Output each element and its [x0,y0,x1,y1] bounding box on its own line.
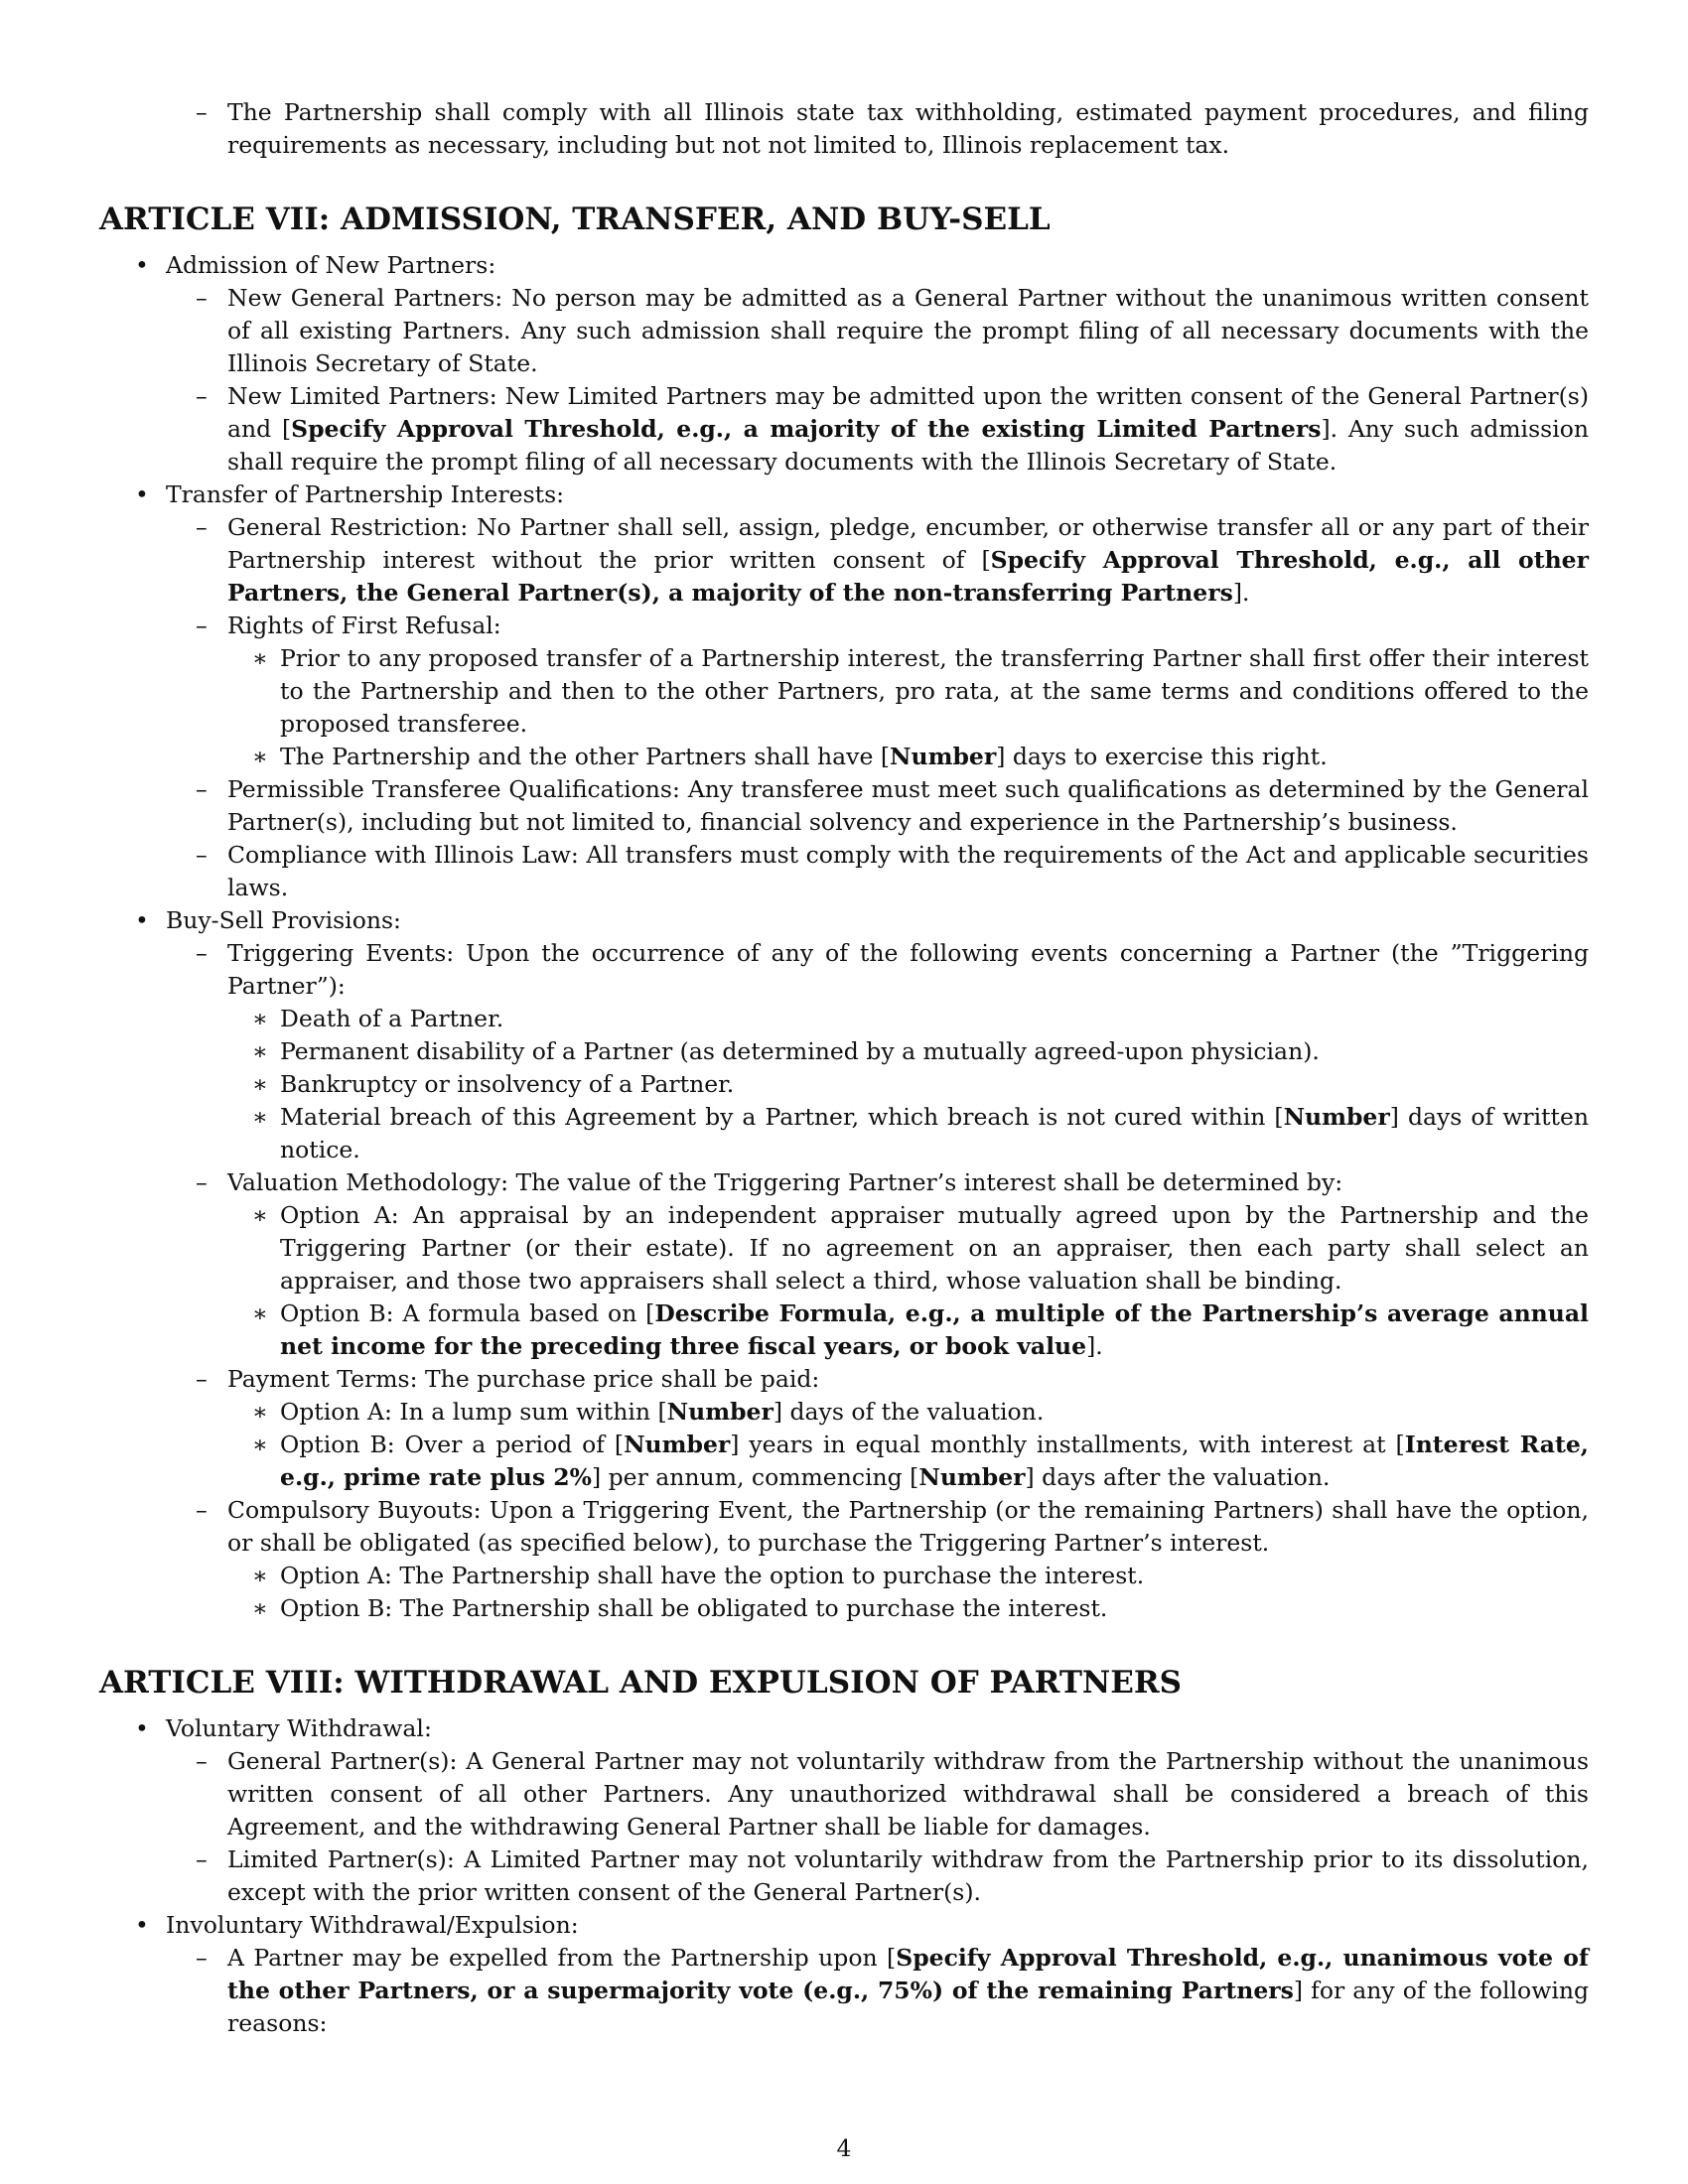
list-item: – Permissible Transferee Qualifications: Any transferee must meet such qualifications as determined by the General Partner(s), including but not limited to, financial solvency and experience in the Partnership’s business. [166,773,1589,839]
intro-list [99,96,1589,162]
list-item-admission: • Admission of New Partners: – New General Partners: No person may be admitted as a General Partner without the unanimous written consent of all existing Partners. Any such admission shall require the prompt filing of all necessary documents with the Illinois Secretary of State. – New Limited Partners: New Limited Partners may be admitted upon the written consent of the General Partner(s) and [Specify Approval Threshold, e.g., a majority of the existing Limited Partners]. Any such admission shall require the prompt filing of all necessary documents with the Illinois Secretary of State. [99,249,1589,478]
article-vii-list [99,249,1589,1625]
article-viii-heading: ARTICLE VIII: WITHDRAWAL AND EXPULSION OF PARTNERS [99,1665,1183,1701]
list-item: – Compliance with Illinois Law: All transfers must comply with the requirements of the Act and applicable securities laws. [166,839,1589,904]
placeholder-bold: Specify Approval Threshold, e.g., a majority of the existing Limited Partners [291,415,1322,443]
list-item: ∗ Option A: In a lump sum within [Number] days of the valuation. [227,1396,1589,1429]
list-item: – General Partner(s): A General Partner may not voluntarily withdraw from the Partnership without the unanimous written consent of all other Partners. Any unauthorized withdrawal shall be considered a breach of this Agreement, and the withdrawing General Partner shall be liable for damages. [166,1745,1589,1843]
placeholder-bold: Number [624,1431,731,1458]
list-item: – Limited Partner(s): A Limited Partner may not voluntarily withdraw from the Partnership prior to its dissolution, except with the prior written consent of the General Partner(s). [166,1843,1589,1909]
list-item: ∗ Prior to any proposed transfer of a Partnership interest, the transferring Partner shall first offer their interest to the Partnership and then to the other Partners, pro rata, at the same terms and conditions offered to the proposed transferee. [227,642,1589,741]
list-item-transfer: • Transfer of Partnership Interests: – General Restriction: No Partner shall sell, assign, pledge, encumber, or otherwise transfer all or any part of their Partnership interest without the prior written consent of [Specify Approval Threshold, e.g., all other Partners, the General Partner(s), a majority of the non-transferring Partners]. – Rights of First Refusal: ∗ Prior to any proposed transfer of a Partnership interest, the transferring Partner shall first offer their interest to the Partnership and then to the other Partners, pro rata, at the same terms and conditions offered to the proposed transferee. ∗ The Partnership and the other Partners shall have [Number] days to exercise this right. – Permissible Transferee Qualifications: Any transferee must meet such qualifications as determined by the General Partner(s), including but not limited to, financial solvency and experience in the Partnership’s business. – Compliance with Illinois Law: All transfers must comply with the requirements of the Act and applicable securities laws. [99,478,1589,904]
page-number: 4 [836,2134,852,2162]
list-item: – Rights of First Refusal: ∗ Prior to any proposed transfer of a Partnership interest, the transferring Partner shall first offer their interest to the Partnership and then to the other Partners, pro rata, at the same terms and conditions offered to the proposed transferee. ∗ The Partnership and the other Partners shall have [Number] days to exercise this right. [166,610,1589,773]
list-item: – General Restriction: No Partner shall sell, assign, pledge, encumber, or otherwise transfer all or any part of their Partnership interest without the prior written consent of [Specify Approval Threshold, e.g., all other Partners, the General Partner(s), a majority of the non-transferring Partners]. [166,511,1589,610]
list-item: ∗ Bankruptcy or insolvency of a Partner. [227,1068,1589,1101]
placeholder-bold: Number [1283,1103,1390,1131]
list-item-buysell: • Buy-Sell Provisions: – Triggering Events: Upon the occurrence of any of the following events concerning a Partner (the ”Triggering Partner”): ∗ Death of a Partner. ∗ Permanent disability of a Partner (as determined by a mutually agreed-upon physician). ∗ Bankruptcy or insolvency of a Partner. ∗ Material breach of this Agreement by a Partner, which breach is not cured within [Number] days of written notice. – Valuation Methodology: The value of the Triggering Partner’s interest shall be determined by: ∗ Option A: An appraisal by an independent appraiser mutually agreed upon by the Partnership and the Triggering Partner (or their estate). If no agreement on an appraiser, then each party shall select an appraiser, and those two appraisers shall select a third, whose valuation shall be binding. ∗ Option B: A formula based on [Describe Formula, e.g., a multiple of the Partnership’s average annual net income for the preceding three fiscal years, or book value]. – Payment Terms: The purchase price shall be paid: ∗ Option A: In a lump sum within [Number] days of the valuation. ∗ Option B: Over a period of [Number] years in equal monthly installments, with interest at [Interest Rate, e.g., prime rate plus 2%] per annum, commencing [Number] days after the valuation. – Compulsory Buyouts: Upon a Triggering Event, the Partnership (or the remaining Partners) shall have the option, or shall be obligated (as specified below), to purchase the Triggering Partner’s interest. ∗ Option A: The Partnership shall have the option to purchase the interest. ∗ Option B: The Partnership shall be obligated to purchase the interest. [99,904,1589,1625]
placeholder-bold: Number [918,1463,1026,1491]
article-vii-heading: ARTICLE VII: ADMISSION, TRANSFER, AND BUY-SELL [99,202,1051,237]
list-item: – The Partnership shall comply with all Illinois state tax withholding, estimated payment procedures, and filing requirements as necessary, including but not not limited to, Illinois replacement tax. [166,96,1589,162]
document-page [99,96,1589,2040]
list-item: ∗ Material breach of this Agreement by a Partner, which breach is not cured within [Number] days of written notice. [227,1101,1589,1166]
list-item: ∗ Death of a Partner. [227,1003,1589,1035]
list-item: ∗ Option B: The Partnership shall be obligated to purchase the interest. [227,1592,1589,1625]
placeholder-bold: Number [890,743,997,770]
list-item-involuntary: • Involuntary Withdrawal/Expulsion: – A Partner may be expelled from the Partnership upon [Specify Approval Threshold, e.g., unanimous vote of the other Partners, or a supermajority vote (e.g., 75%) of the remaining Partners] for any of the following reasons: [99,1909,1589,2040]
placeholder-bold: Describe Formula, e.g., a multiple of the Partnership’s average annual net income for the preceding three fiscal years, or book value [280,1299,1589,1360]
list-item: – A Partner may be expelled from the Partnership upon [Specify Approval Threshold, e.g., unanimous vote of the other Partners, or a supermajority vote (e.g., 75%) of the remaining Partners] for any of the following reasons: [166,1942,1589,2040]
list-item: – Triggering Events: Upon the occurrence of any of the following events concerning a Partner (the ”Triggering Partner”): ∗ Death of a Partner. ∗ Permanent disability of a Partner (as determined by a mutually agreed-upon physician). ∗ Bankruptcy or insolvency of a Partner. ∗ Material breach of this Agreement by a Partner, which breach is not cured within [Number] days of written notice. [166,937,1589,1166]
placeholder-bold: Specify Approval Threshold, e.g., all other Partners, the General Partner(s), a majority of the non-transferring Partners [227,546,1589,607]
list-item: ∗ Option B: Over a period of [Number] years in equal monthly installments, with interest at [Interest Rate, e.g., prime rate plus 2%] per annum, commencing [Number] days after the valuation. [227,1429,1589,1494]
placeholder-bold: Number [666,1398,774,1426]
list-item: ∗ Permanent disability of a Partner (as determined by a mutually agreed-upon physician). [227,1035,1589,1068]
placeholder-bold: Specify Approval Threshold, e.g., unanimous vote of the other Partners, or a supermajority vote (e.g., 75%) of the remaining Partners [227,1944,1589,2004]
list-item: ∗ Option A: The Partnership shall have the option to purchase the interest. [227,1560,1589,1592]
list-item: – Payment Terms: The purchase price shall be paid: ∗ Option A: In a lump sum within [Number] days of the valuation. ∗ Option B: Over a period of [Number] years in equal monthly installments, with interest at [Interest Rate, e.g., prime rate plus 2%] per annum, commencing [Number] days after the valuation. [166,1363,1589,1494]
list-item-voluntary: • Voluntary Withdrawal: – General Partner(s): A General Partner may not voluntarily withdraw from the Partnership without the unanimous written consent of all other Partners. Any unauthorized withdrawal shall be considered a breach of this Agreement, and the withdrawing General Partner shall be liable for damages. – Limited Partner(s): A Limited Partner may not voluntarily withdraw from the Partnership prior to its dissolution, except with the prior written consent of the General Partner(s). [99,1712,1589,1909]
list-item: ∗ The Partnership and the other Partners shall have [Number] days to exercise this right. [227,741,1589,773]
list-item: – New Limited Partners: New Limited Partners may be admitted upon the written consent of the General Partner(s) and [Specify Approval Threshold, e.g., a majority of the existing Limited Partners]. Any such admission shall require the prompt filing of all necessary documents with the Illinois Secretary of State. [166,380,1589,478]
placeholder-bold: Interest Rate, e.g., prime rate plus 2% [280,1431,1589,1491]
list-item: – New General Partners: No person may be admitted as a General Partner without the unanimous written consent of all existing Partners. Any such admission shall require the prompt filing of all necessary documents with the Illinois Secretary of State. [166,282,1589,380]
article-viii-list [99,1712,1589,2040]
list-item: – Valuation Methodology: The value of the Triggering Partner’s interest shall be determined by: ∗ Option A: An appraisal by an independent appraiser mutually agreed upon by the Partnership and the Triggering Partner (or their estate). If no agreement on an appraiser, then each party shall select an appraiser, and those two appraisers shall select a third, whose valuation shall be binding. ∗ Option B: A formula based on [Describe Formula, e.g., a multiple of the Partnership’s average annual net income for the preceding three fiscal years, or book value]. [166,1166,1589,1363]
list-item: – Compulsory Buyouts: Upon a Triggering Event, the Partnership (or the remaining Partners) shall have the option, or shall be obligated (as specified below), to purchase the Triggering Partner’s interest. ∗ Option A: The Partnership shall have the option to purchase the interest. ∗ Option B: The Partnership shall be obligated to purchase the interest. [166,1494,1589,1625]
list-item: ∗ Option A: An appraisal by an independent appraiser mutually agreed upon by the Partnership and the Triggering Partner (or their estate). If no agreement on an appraiser, then each party shall select an appraiser, and those two appraisers shall select a third, whose valuation shall be binding. [227,1199,1589,1297]
list-item: ∗ Option B: A formula based on [Describe Formula, e.g., a multiple of the Partnership’s average annual net income for the preceding three fiscal years, or book value]. [227,1297,1589,1363]
